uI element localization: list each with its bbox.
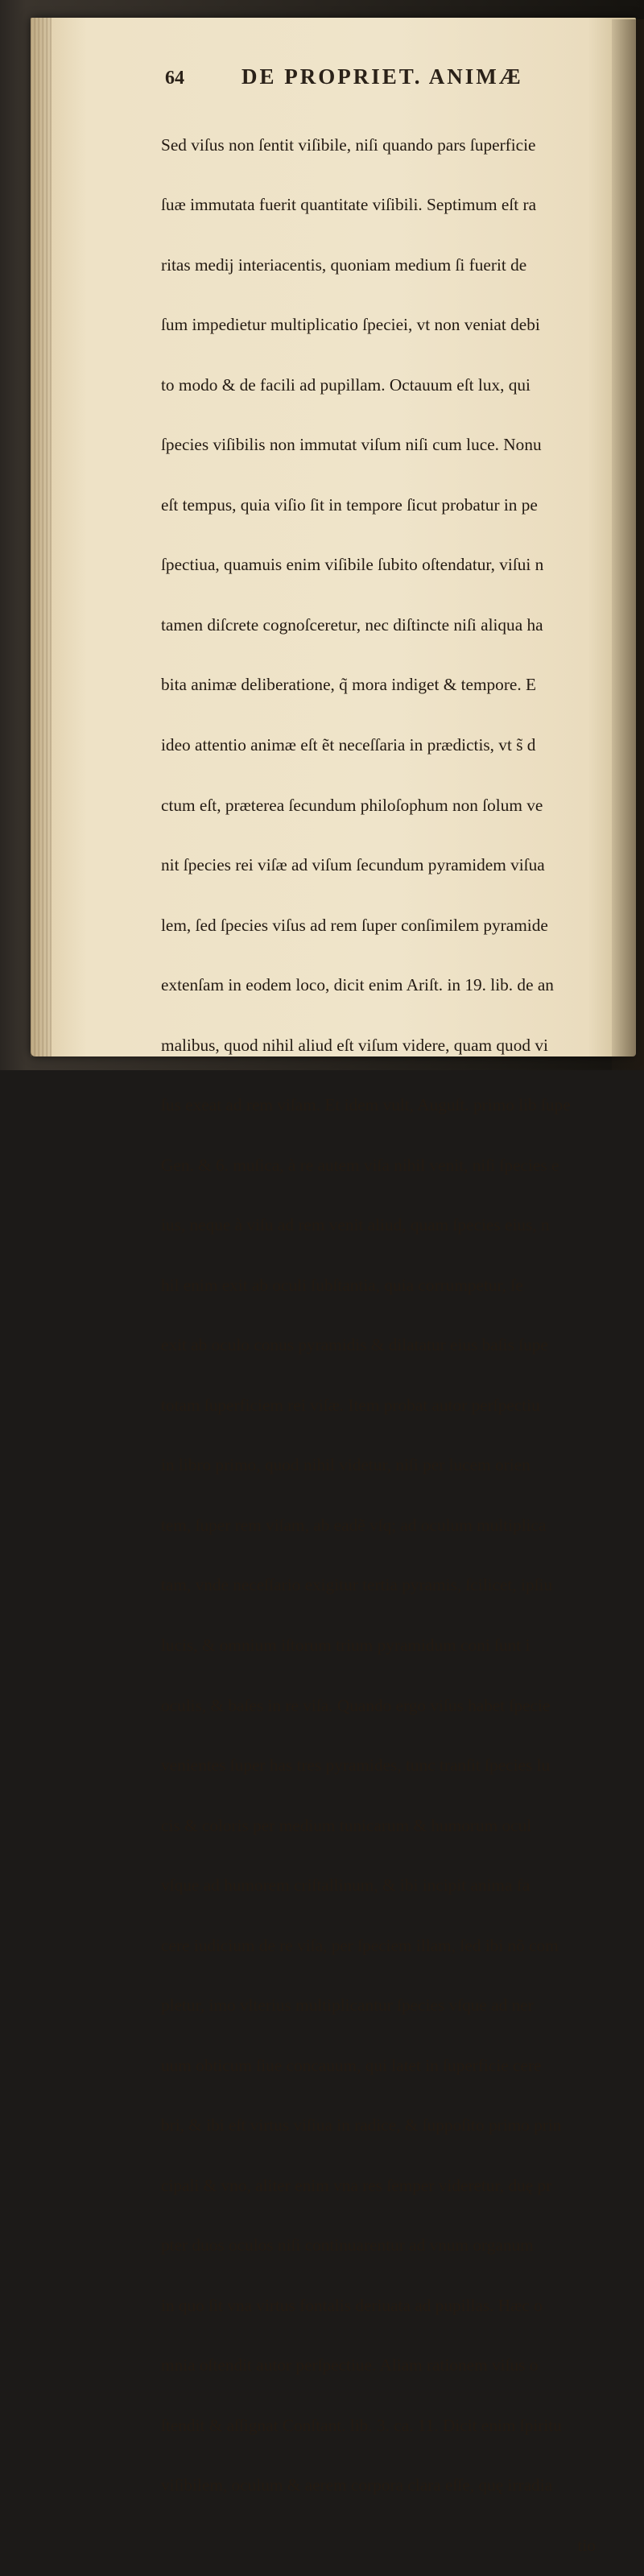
text-line: ritas medij interiacentis, quoniam medium ſi fuerit de: [161, 254, 527, 275]
text-line: ſuæ immutata fuerit quantitate viſibili. Septimum eſt ra: [161, 195, 537, 215]
text-line: ſpecies viſibilis non immutat viſum niſi cum luce. Nonu: [161, 435, 542, 455]
body-text: [161, 95, 612, 2576]
text-line: cipali & vno, aliter enim vna res ſemper videretur, duę pr: [161, 2175, 552, 2195]
page-edge-shadow: [612, 19, 644, 1070]
text-line: in libro primo, quod nihil videtur, niſi per lucem orien: [161, 1455, 530, 1475]
running-head: DE PROPRIET. ANIMÆ: [242, 64, 523, 89]
text-line: hil enim exit ab oculi ſubſtantia, quia corrumpetur, ſe: [161, 1275, 523, 1295]
text-line: vſque ad humorem criſtallinum, & ibi incipit anima fa: [161, 1875, 530, 1896]
text-line: ideo attentio animæ eſt ẽt neceſſaria in prædictis, vt s̃ d: [161, 735, 536, 755]
text-line: extenſam in eodem loco, dicit enim Ariſt. in 19. lib. de an: [161, 975, 554, 995]
text-line: venientes ſuper has tres pyramides, tunc tranſit ſpecies lu: [161, 1755, 551, 1776]
text-line: viſibilem, oculum & aerem corpora clara eſſe, quę irradia: [161, 2475, 553, 2495]
text-line: pter duos oculos niſi continuarentur ad vnum organum: [161, 2235, 534, 2256]
text-line: totam ſuperficiem rei viſæ. Item probat autor perſpectiu: [161, 1395, 540, 1415]
text-line: ſum impedietur multiplicatio ſpeciei, vt non veniat debi: [161, 315, 540, 335]
text-line: bri, & ibi eſt virtus viſiua in radice, & ſuppoſito primo prin: [161, 2115, 562, 2136]
page-number: 64: [165, 68, 184, 89]
text-line: cere iudicium de re viſa, per ſpeciem illam, ſed ibi nõ com: [161, 1935, 559, 1955]
text-line: tem, ſuper rem viſam, ab eadẽ vſq; ad oculum multiplica: [161, 1515, 547, 1535]
text-line: ius, neque à viſu ad rem venit aliud, quam ſpecies eius, n: [161, 1215, 550, 1235]
text-line: tamen diſcrete cognoſceretur, nec diſtincte niſi aliqua ha: [161, 614, 543, 635]
text-line: malibus, quod nihil aliud eſt viſum videre, quam quod vi: [161, 1035, 548, 1055]
text-line: ctum eſt, præterea ſecundum philoſophum non ſolum ve: [161, 795, 543, 815]
text-line: eſt tempus, quia viſio ſit in tempore ſicut probatur in pe: [161, 494, 538, 515]
text-line: Sed viſus non ſentit viſibile, niſi quando pars ſuperficie: [161, 134, 536, 155]
text-line: ſpectiua, quamuis enim viſibile ſubito oſtendatur, viſui n: [161, 555, 544, 575]
text-line: tam, vnde neceſſario exigitur tertia pyramis, ſcilicet, ipſiu: [161, 1575, 553, 1595]
text-line: pletur, imo vlterius multiplicantur ſpecies vſque ad ner: [161, 1995, 534, 2016]
text-line: nit ſpecies rei viſæ ad viſum ſecundum pyramidem viſua: [161, 855, 545, 875]
text-line: bita animæ deliberatione, q̃ mora indiget & tempore. E: [161, 675, 537, 695]
text-line: exit ab oculo conus pyramidis & dilatatur eius baſis ſupe: [161, 1335, 548, 1355]
text-line: oculis, & baſes in re viſa. Quando ergo viſus habet ſpecie: [161, 1695, 551, 1715]
text-line: cis & coloris per medium tunicarum & humorum ocul: [161, 1815, 532, 1835]
text-line: uum obticum ſiue concauum, qui latet in ſuperficie cere: [161, 2055, 542, 2075]
text-line: in quo ſit vna virtus fontalis deriuata ad pupillas. Hæc o: [161, 2295, 543, 2315]
catchword: tio: [577, 2535, 596, 2555]
text-line: lem, ſed ſpecies viſus ad rem ſuper conſimilem pyramide: [161, 915, 548, 935]
text-line: mnia oſtendit autor perſpectiue. Aliam rationem viſus o: [161, 2355, 539, 2375]
text-line: to modo & de facili ad pupillam. Octauum eſt lux, qui: [161, 374, 530, 395]
text-line: Gen. & 6. muſica, à re autem viſa nihil venit, niſi ſpecies e: [161, 1155, 559, 1175]
page-gutter: [31, 18, 52, 1056]
text-line: ſtendit & aſſignat Conſtant. lib. 3. ca. 11. Dicit enim ſpiritu: [161, 2415, 562, 2435]
text-line: lucis, & omnium iſtorum trium pyramidum coni ſunt i: [161, 1635, 530, 1655]
text-line: ſus exeat ad rem viſam. Et idem vult, Auguſt. primo lib ſupe: [161, 1095, 571, 1115]
